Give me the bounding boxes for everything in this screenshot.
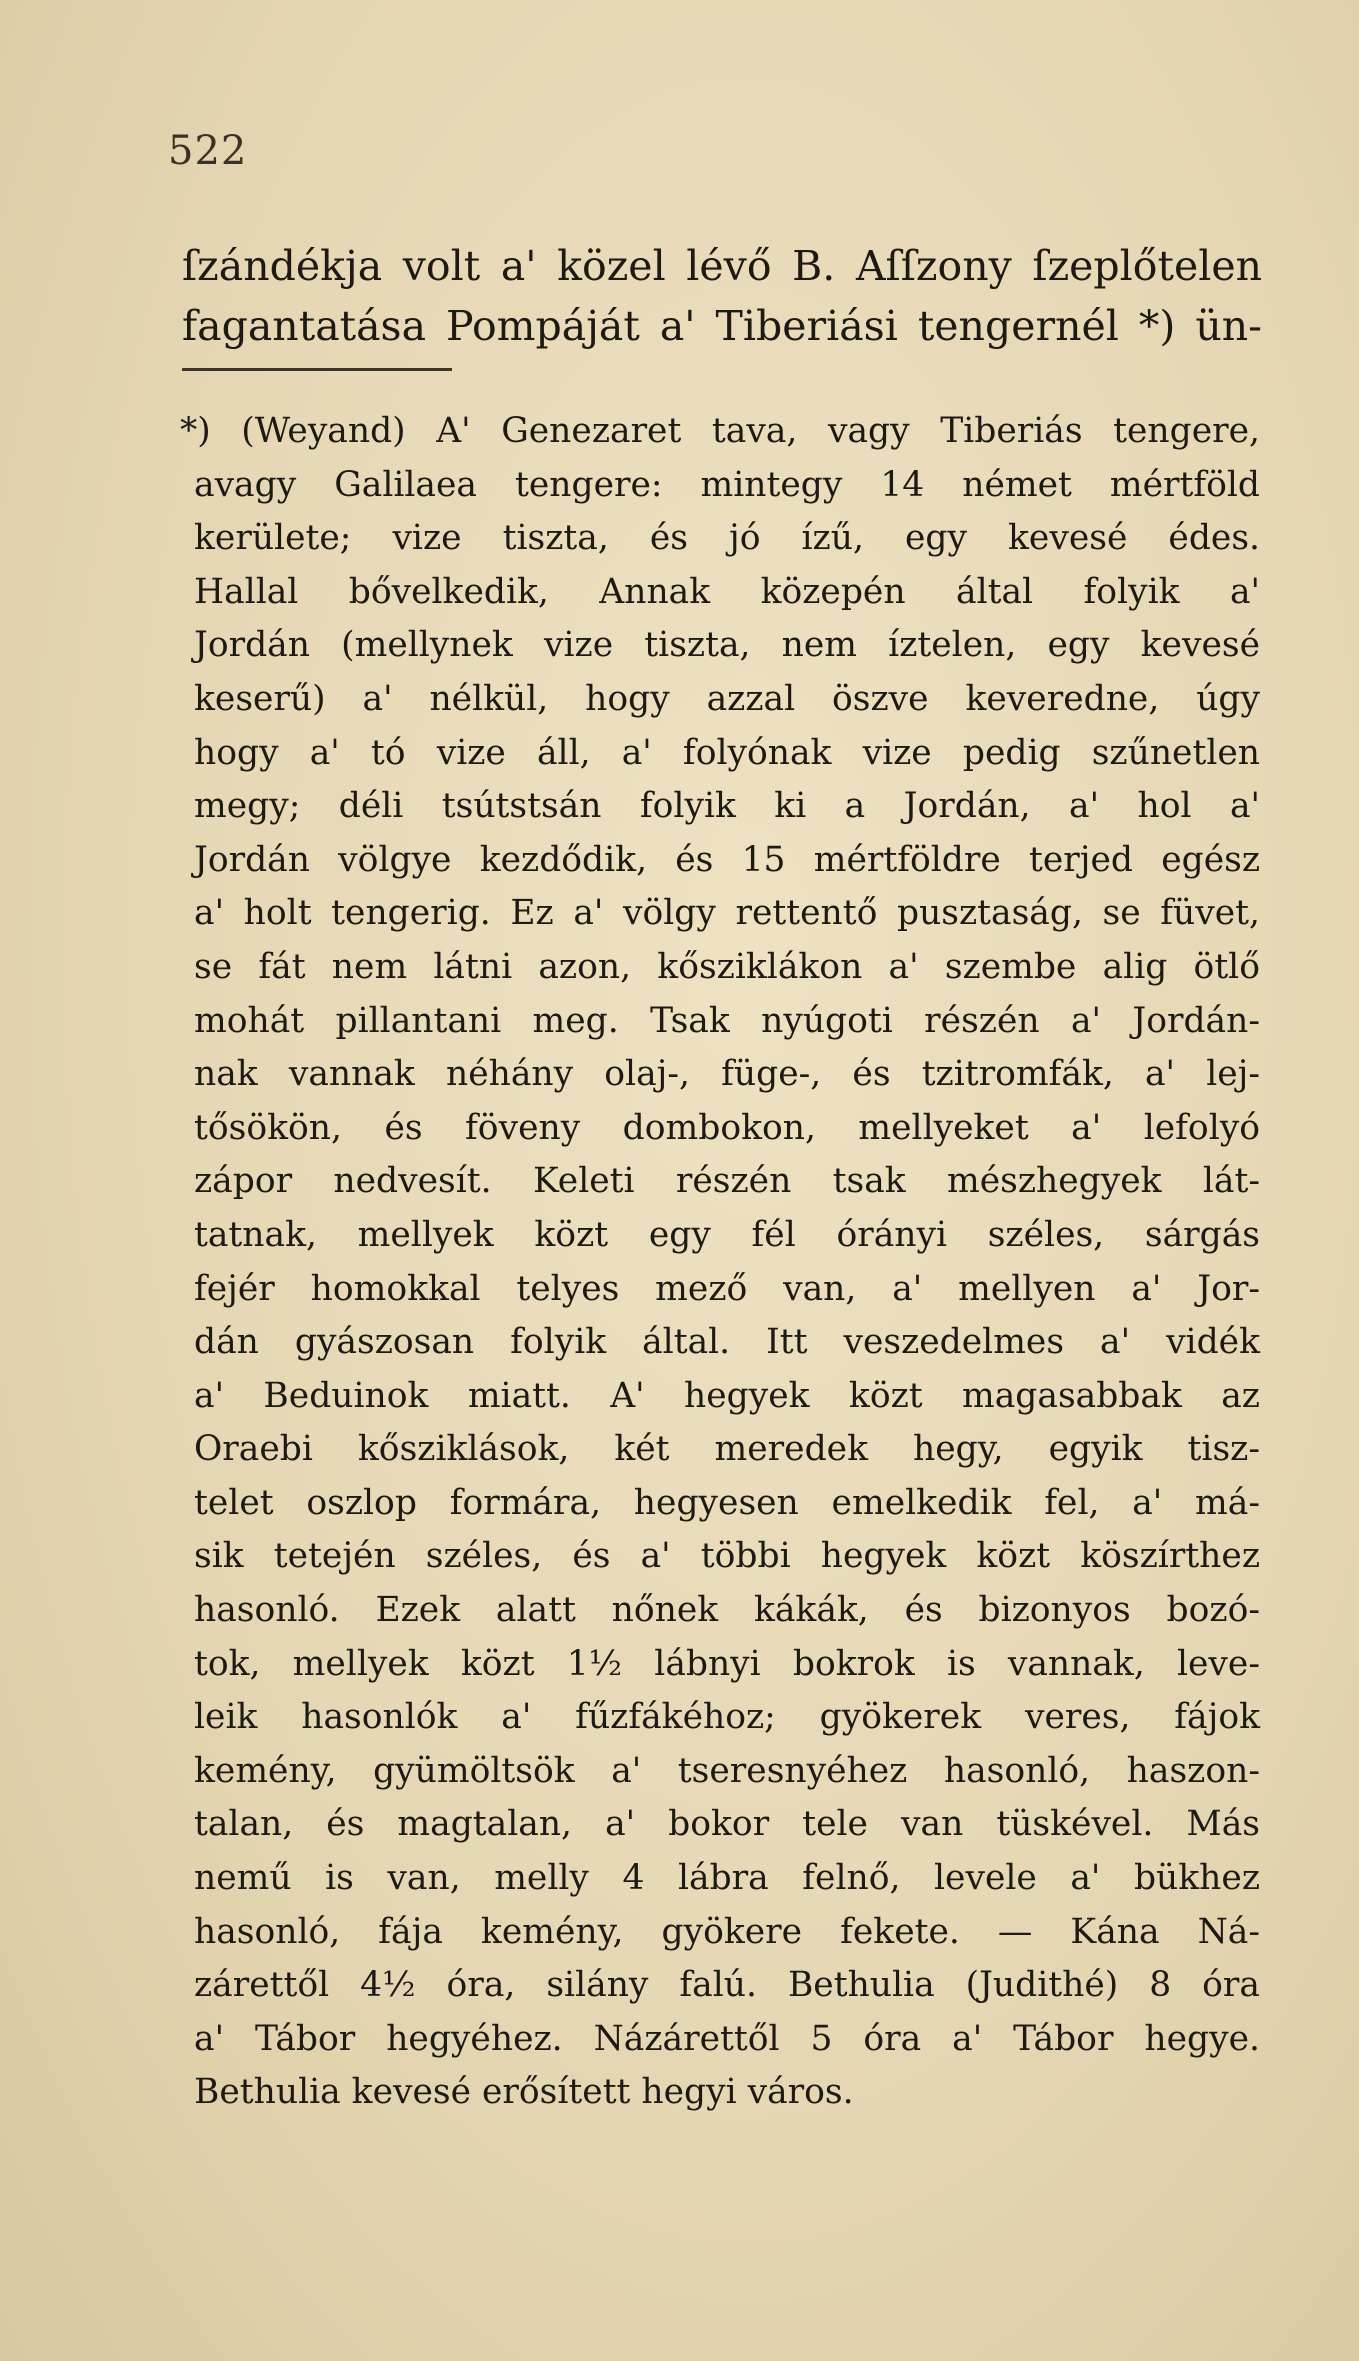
footnote-line: tok, mellyek közt 1½ lábnyi bokrok is vannak, leve- bbox=[194, 1643, 1260, 1684]
footnote-divider bbox=[182, 368, 452, 371]
footnote-line: fejér homokkal telyes mező van, a' mellyen a' Jor- bbox=[194, 1268, 1260, 1309]
footnote-line: Hallal bővelkedik, Annak közepén által folyik a' bbox=[194, 571, 1260, 612]
footnote-line: hogy a' tó vize áll, a' folyónak vize pedig szűnetlen bbox=[194, 732, 1260, 773]
footnote-line: Bethulia kevesé erősített hegyi város. bbox=[194, 2072, 854, 2113]
footnote-line: Jordán völgye kezdődik, és 15 mértföldre terjed egész bbox=[194, 839, 1260, 880]
footnote-line: dán gyászosan folyik által. Itt veszedelmes a' vidék bbox=[194, 1322, 1260, 1363]
footnote-line: tatnak, mellyek közt egy fél órányi széles, sárgás bbox=[194, 1214, 1260, 1255]
footnote-line: Jordán (mellynek vize tiszta, nem íztelen, egy kevesé bbox=[194, 625, 1260, 666]
footnote-line: Oraebi kősziklások, két meredek hegy, egyik tisz- bbox=[194, 1429, 1260, 1470]
footnote-line: tősökön, és föveny dombokon, mellyeket a' lefolyó bbox=[194, 1107, 1260, 1148]
footnote-line: a' Tábor hegyéhez. Názárettől 5 óra a' Tábor hegye. bbox=[194, 2018, 1260, 2059]
footnote-line: nak vannak néhány olaj-, füge-, és tzitromfák, a' lej- bbox=[194, 1054, 1260, 1095]
footnote-line: megy; déli tsútstsán folyik ki a Jordán, a' hol a' bbox=[194, 786, 1260, 827]
footnote-line: keserű) a' nélkül, hogy azzal öszve keveredne, úgy bbox=[194, 678, 1260, 719]
main-text-line: ſzándékja volt a' közel lévő B. Aſſzony ſzeplőtelen bbox=[182, 242, 1262, 290]
main-text-line: fagantatása Pompáját a' Tiberiási tengernél *) ün- bbox=[182, 302, 1262, 350]
footnote-line: *) (Weyand) A' Genezaret tava, vagy Tiberiás tengere, bbox=[180, 411, 1260, 451]
footnote-line: kerülete; vize tiszta, és jó ízű, egy kevesé édes. bbox=[194, 518, 1260, 559]
footnote-line: zárettől 4½ óra, silány falú. Bethulia (Judithé) 8 óra bbox=[194, 1965, 1260, 2006]
footnote-line: sik tetején széles, és a' többi hegyek közt köszírthez bbox=[194, 1536, 1260, 1577]
footnote-line: mohát pillantani meg. Tsak nyúgoti részén a' Jordán- bbox=[194, 1000, 1260, 1041]
page-number: 522 bbox=[168, 128, 248, 174]
footnote-line: zápor nedvesít. Keleti részén tsak mészhegyek lát- bbox=[194, 1161, 1260, 1202]
footnote-line: se fát nem látni azon, kősziklákon a' szembe alig ötlő bbox=[194, 946, 1260, 987]
main-text bbox=[182, 236, 1262, 356]
footnote-line: a' Beduinok miatt. A' hegyek közt magasabbak az bbox=[194, 1375, 1260, 1416]
footnote-line: hasonló, fája kemény, gyökere fekete. — Kána Ná- bbox=[194, 1911, 1260, 1952]
footnote-line: talan, és magtalan, a' bokor tele van tüskével. Más bbox=[194, 1804, 1260, 1845]
footnote-line: nemű is van, melly 4 lábra felnő, levele a' bükhez bbox=[194, 1858, 1260, 1899]
footnote-line: telet oszlop formára, hegyesen emelkedik fel, a' má- bbox=[194, 1482, 1260, 1523]
footnote-line: avagy Galilaea tengere: mintegy 14 német mértföld bbox=[194, 464, 1260, 505]
footnote-line: a' holt tengerig. Ez a' völgy rettentő pusztaság, se füvet, bbox=[194, 893, 1260, 934]
footnote bbox=[180, 405, 1260, 2120]
footnote-line: kemény, gyümöltsök a' tseresnyéhez hasonló, haszon- bbox=[194, 1750, 1260, 1791]
footnote-line: leik hasonlók a' fűzfákéhoz; gyökerek veres, fájok bbox=[194, 1697, 1260, 1738]
footnote-line: hasonló. Ezek alatt nőnek kákák, és bizonyos bozó- bbox=[194, 1590, 1260, 1631]
